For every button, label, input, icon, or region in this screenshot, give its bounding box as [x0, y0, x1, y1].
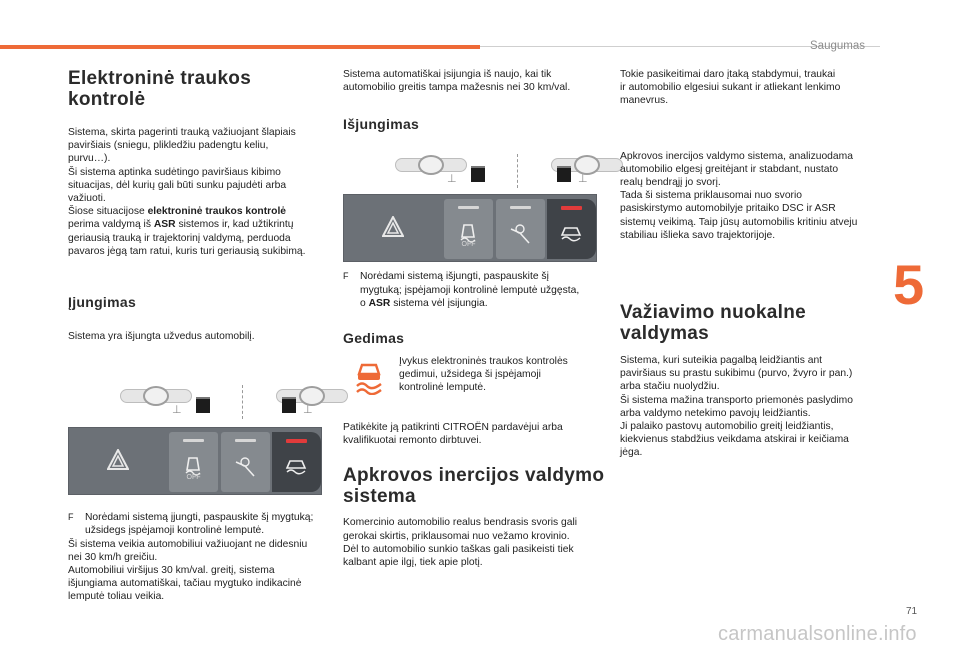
indicator-led	[510, 206, 531, 209]
bold-term: ASR	[368, 297, 391, 309]
text-line	[68, 205, 333, 218]
title-line: Apkrovos inercijos valdymo	[343, 465, 605, 487]
text-run: sistema vėl įsijungia.	[390, 297, 488, 309]
text-line: jėga.	[620, 447, 643, 459]
bold-term: ASR	[153, 219, 176, 231]
text-line: lemputė toliau veikia.	[68, 591, 165, 603]
heading-deactivation: Išjungimas	[343, 116, 420, 133]
bullet-marker-icon: F	[343, 271, 349, 282]
text-line: gedimui, užsidega ši įspėjamoji	[399, 369, 541, 381]
text-run: sistemos ir, kad užtikrintų	[175, 219, 294, 231]
text-line: automobilio elgesį greitėjant ir stabdant, nustato	[620, 163, 839, 175]
activation-details	[68, 538, 333, 604]
steering-wheel-icon	[120, 389, 192, 403]
text-line: Ši sistema veikia automobiliui važiuojant ne didesniu	[68, 538, 308, 550]
title-line: sistema	[343, 486, 416, 508]
indicator-led-red	[561, 206, 582, 210]
text-line: geriausią trauką ir trajektorinį valdymą, perduoda	[68, 232, 291, 244]
text-line: Įvykus elektroninės traukos kontrolės	[399, 356, 568, 368]
traction-icon	[559, 223, 583, 245]
text-line: Automobiliui viršijus 30 km/val. greitį, sistema	[68, 565, 275, 577]
hazard-warning-icon	[107, 449, 129, 471]
title-line: kontrolė	[68, 89, 146, 110]
text-line: paviršiaus su prastu sukibimu (purvo, žvyro ir pan.)	[620, 368, 853, 380]
text-run: perima valdymą iš	[68, 219, 154, 231]
steering-wheel-icon	[395, 158, 467, 172]
chapter-number-text: 5	[893, 253, 925, 316]
text-line: Sistema, kuri suteikia pagalbą leidžiantis ant	[620, 355, 823, 367]
text-line: Sistema automatiškai įsijungia iš naujo, kai tik	[343, 69, 552, 80]
pointer-icon: ⊥	[447, 173, 457, 186]
inertia-text	[343, 516, 608, 569]
heading-activation: Įjungimas	[68, 294, 137, 311]
text-line: arba valdymo netekimo pavojų leidžiantis.	[620, 407, 811, 419]
indicator-led	[458, 206, 479, 209]
inertia-system-text	[620, 150, 885, 242]
text-line: Dėl to automobilio sunkio taškas gali pasikeisti tiek	[343, 543, 574, 555]
text-line: Tokie pasikeitimai daro įtaką stabdymui, traukai	[620, 69, 836, 80]
changes-text	[620, 68, 885, 108]
section-title-load-inertia	[343, 465, 608, 507]
header-accent-bar	[0, 45, 480, 49]
fault-text	[399, 355, 568, 395]
text-run: o	[360, 297, 369, 309]
text-line: situacijas, dėl kurių gali būti sunku pajudėti arba	[68, 179, 287, 191]
page-number: 71	[906, 606, 918, 617]
hill-descent-icon	[508, 223, 532, 245]
text-line: Ši sistema aptinka sudėtingo paviršiaus kibimo	[68, 166, 281, 178]
fault-block	[343, 355, 608, 405]
text-line: Patikėkite ją patikrinti CITROËN pardavėjui arba	[343, 422, 563, 434]
text-line: Norėdami sistemą įjungti, paspauskite šį mygtuką;	[85, 512, 314, 524]
text-line	[68, 218, 333, 231]
text-line: paviršiais (sniegu, plikledžiu padengtu keliu,	[68, 140, 269, 152]
text-line: Ši sistema mažina transporto priemonės paslydimo	[620, 394, 853, 406]
dashboard-switch-icon	[282, 397, 296, 413]
column-2	[343, 68, 608, 569]
divider	[242, 385, 243, 419]
text-line: realų bendrąjį jo svorį.	[620, 177, 721, 189]
traction-fault-warning-icon	[353, 361, 385, 395]
column-1	[68, 68, 333, 604]
text-run: Šiose situacijose	[68, 206, 148, 218]
traction-intro	[68, 126, 333, 258]
text-line: važiuoti.	[68, 193, 106, 205]
off-label: OFF	[461, 241, 476, 249]
title-line: Važiavimo nuokalne	[620, 302, 806, 324]
dashboard-switch-icon	[471, 166, 485, 182]
dashboard-switch-icon	[196, 397, 210, 413]
indicator-led	[183, 439, 204, 442]
bullet-marker-icon: F	[68, 512, 74, 523]
activation-bullet	[68, 511, 333, 537]
text-line: Norėdami sistemą išjungti, paspauskite šį	[360, 271, 549, 283]
traction-icon	[284, 456, 308, 478]
pointer-icon: ⊥	[578, 173, 588, 186]
text-line: purvu…).	[68, 153, 111, 165]
grip-control-button[interactable]	[547, 199, 596, 259]
text-line: automobilio greitis tampa mažesnis nei 30 km/val.	[343, 82, 571, 94]
text-line: užsidegs įspėjamoji kontrolinė lemputė.	[85, 525, 265, 537]
pointer-icon: ⊥	[172, 404, 182, 417]
text-line: pavaros jėgą tam ratui, kuris turi geriausią sukibimą.	[68, 245, 306, 257]
text-line: kiekvienus stabdžius veikdama atskirai ir keičiama	[620, 434, 849, 446]
title-line: Elektroninė traukos	[68, 68, 252, 89]
text-line: gerokai skirtis, priklausomai nuo vežamo krovinio.	[343, 530, 570, 542]
deactivation-bullet	[343, 270, 608, 310]
text-line: Komercinio automobilio realus bendrasis svoris gali	[343, 517, 578, 529]
text-line	[360, 297, 608, 310]
switch-panel	[343, 194, 597, 262]
dashboard-illustration	[393, 154, 643, 188]
dashboard-switch-icon	[557, 166, 571, 182]
check-text	[343, 421, 608, 447]
hill-descent-button[interactable]	[496, 199, 545, 259]
pointer-icon: ⊥	[303, 404, 313, 417]
text-line: Ji palaiko pastovų automobilio greitį leidžiantis,	[620, 421, 834, 433]
chapter-number	[893, 250, 933, 320]
column-3	[620, 68, 885, 460]
dashboard-illustration	[118, 385, 368, 419]
hazard-warning-icon	[382, 216, 404, 238]
heading-fault: Gedimas	[343, 330, 405, 347]
text-line: išjungiama automatiškai, tačiau mygtuko indikacinė	[68, 578, 302, 590]
text-line: kvalifikuotai remonto dirbtuvei.	[343, 435, 482, 447]
auto-restart-text	[343, 68, 608, 94]
text-line: Tada ši sistema priklausomai nuo svorio	[620, 190, 802, 202]
grip-control-button[interactable]	[272, 432, 321, 492]
text-line: Apkrovos inercijos valdymo sistema, analizuodama	[620, 150, 853, 162]
hill-descent-text	[620, 354, 885, 460]
esp-off-button[interactable]	[169, 432, 218, 492]
text-line: kalbant apie ilgį, tiek apie plotį.	[343, 557, 483, 569]
bold-term: elektroninė traukos kontrolė	[147, 206, 287, 218]
text-line: pasiskirstymo automobilyje pritaiko DSC ir ASR	[620, 203, 836, 215]
section-title-traction	[68, 68, 333, 110]
text-line: nei 30 km/h greičiu.	[68, 551, 158, 563]
hill-descent-icon	[233, 456, 257, 478]
activation-text: Sistema yra išjungta užvedus automobilį.	[68, 331, 255, 343]
text-line: kontrolinė lemputė.	[399, 382, 487, 394]
text-line: sistemų veikimą. Taip jūsų automobilis kritiniu atveju	[620, 216, 858, 228]
watermark[interactable]: carmanualsonline.info	[718, 623, 917, 645]
text-line: Sistema, skirta pagerinti trauką važiuojant šlapiais	[68, 127, 296, 138]
title-line: valdymas	[620, 323, 710, 345]
divider	[517, 154, 518, 188]
text-line: mygtuką; įspėjamoji kontrolinė lemputė užgęsta,	[360, 284, 580, 296]
text-line: stabiliau išlieka savo trajektorijoje.	[620, 229, 776, 241]
text-line: arba stačiu nuolydžiu.	[620, 381, 720, 393]
indicator-led	[235, 439, 256, 442]
off-label: OFF	[186, 474, 201, 482]
text-line: ir automobilio elgesiui sukant ir atliekant lenkimo	[620, 82, 841, 94]
indicator-led-red	[286, 439, 307, 443]
section-label: Saugumas	[810, 40, 865, 52]
section-title-hill-descent	[620, 302, 885, 344]
switch-panel	[68, 427, 322, 495]
text-line: manevrus.	[620, 95, 669, 107]
esp-off-button[interactable]	[444, 199, 493, 259]
hill-descent-button[interactable]	[221, 432, 270, 492]
